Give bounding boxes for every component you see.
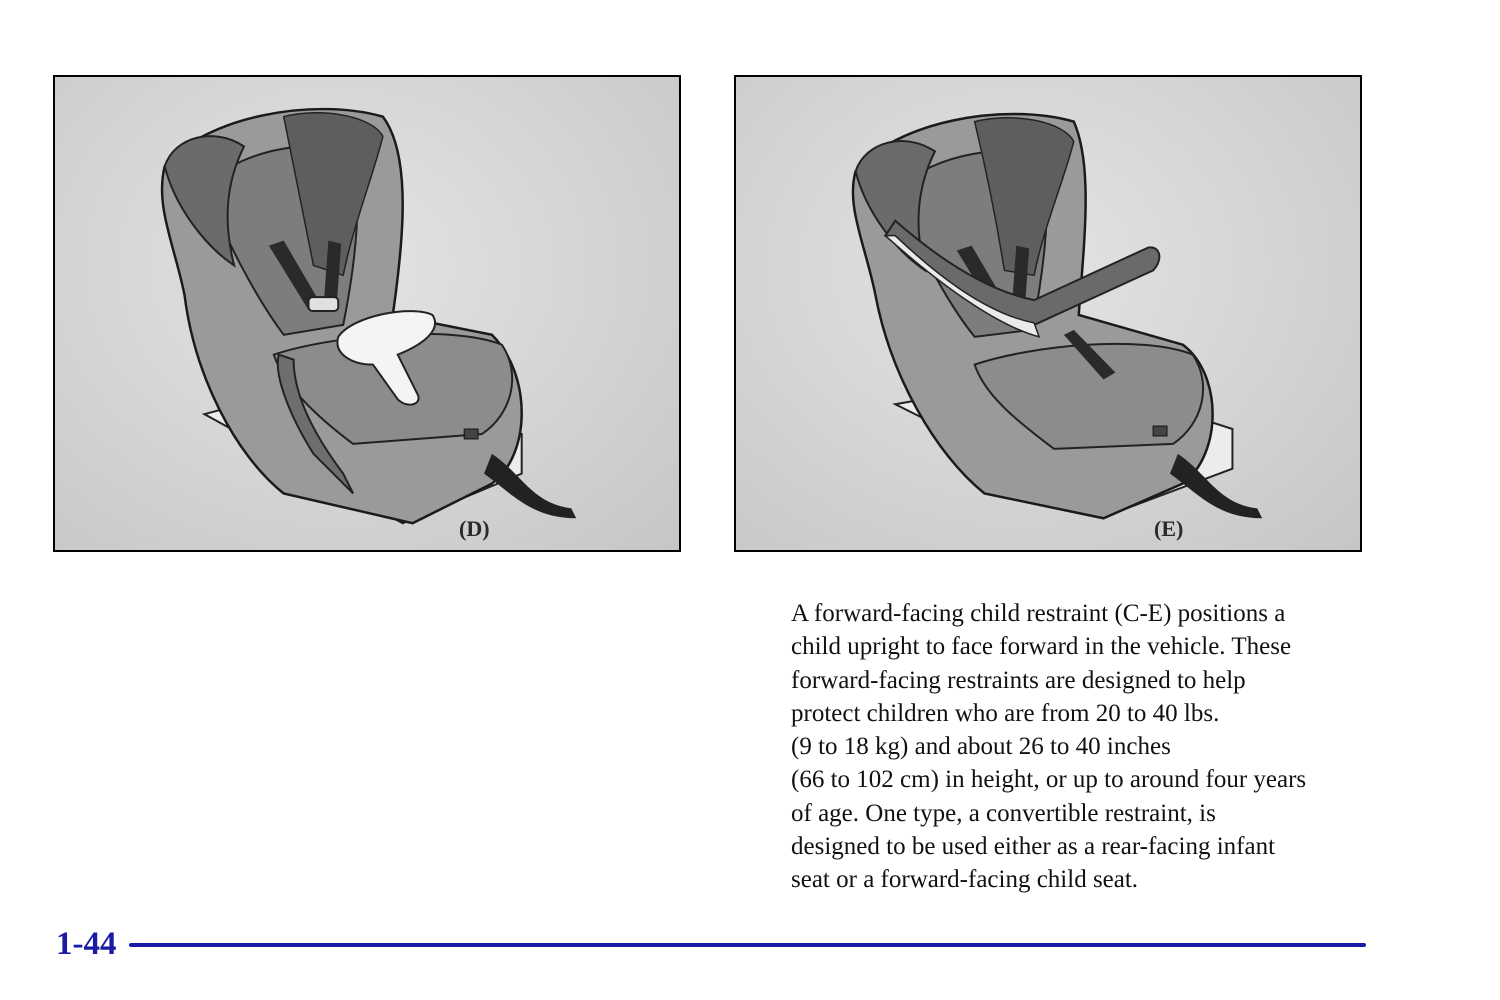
figure-e-label: (E) — [1154, 516, 1184, 541]
body-line: of age. One type, a convertible restraint, is — [791, 799, 1216, 827]
body-line: designed to be used either as a rear-facing infant — [791, 833, 1276, 861]
child-seat-shield-illustration — [55, 77, 679, 550]
figure-d — [53, 75, 681, 552]
figure-e — [734, 75, 1362, 552]
footer-rule — [129, 943, 1366, 947]
body-line: A forward-facing child restraint (C-E) positions a — [791, 600, 1286, 627]
body-line: protect children who are from 20 to 40 lbs. — [791, 699, 1220, 727]
figure-d-label: (D) — [459, 516, 490, 541]
body-line: seat or a forward-facing child seat. — [791, 866, 1139, 894]
body-line: child upright to face forward in the vehicle. These — [791, 633, 1292, 661]
child-seat-tray-illustration — [736, 77, 1360, 550]
body-paragraph — [791, 597, 1381, 897]
body-line: forward-facing restraints are designed to help — [791, 666, 1246, 694]
body-line: (9 to 18 kg) and about 26 to 40 inches — [791, 733, 1171, 761]
page-number: 1-44 — [56, 926, 117, 962]
body-line: (66 to 102 cm) in height, or up to around four years — [791, 766, 1307, 794]
